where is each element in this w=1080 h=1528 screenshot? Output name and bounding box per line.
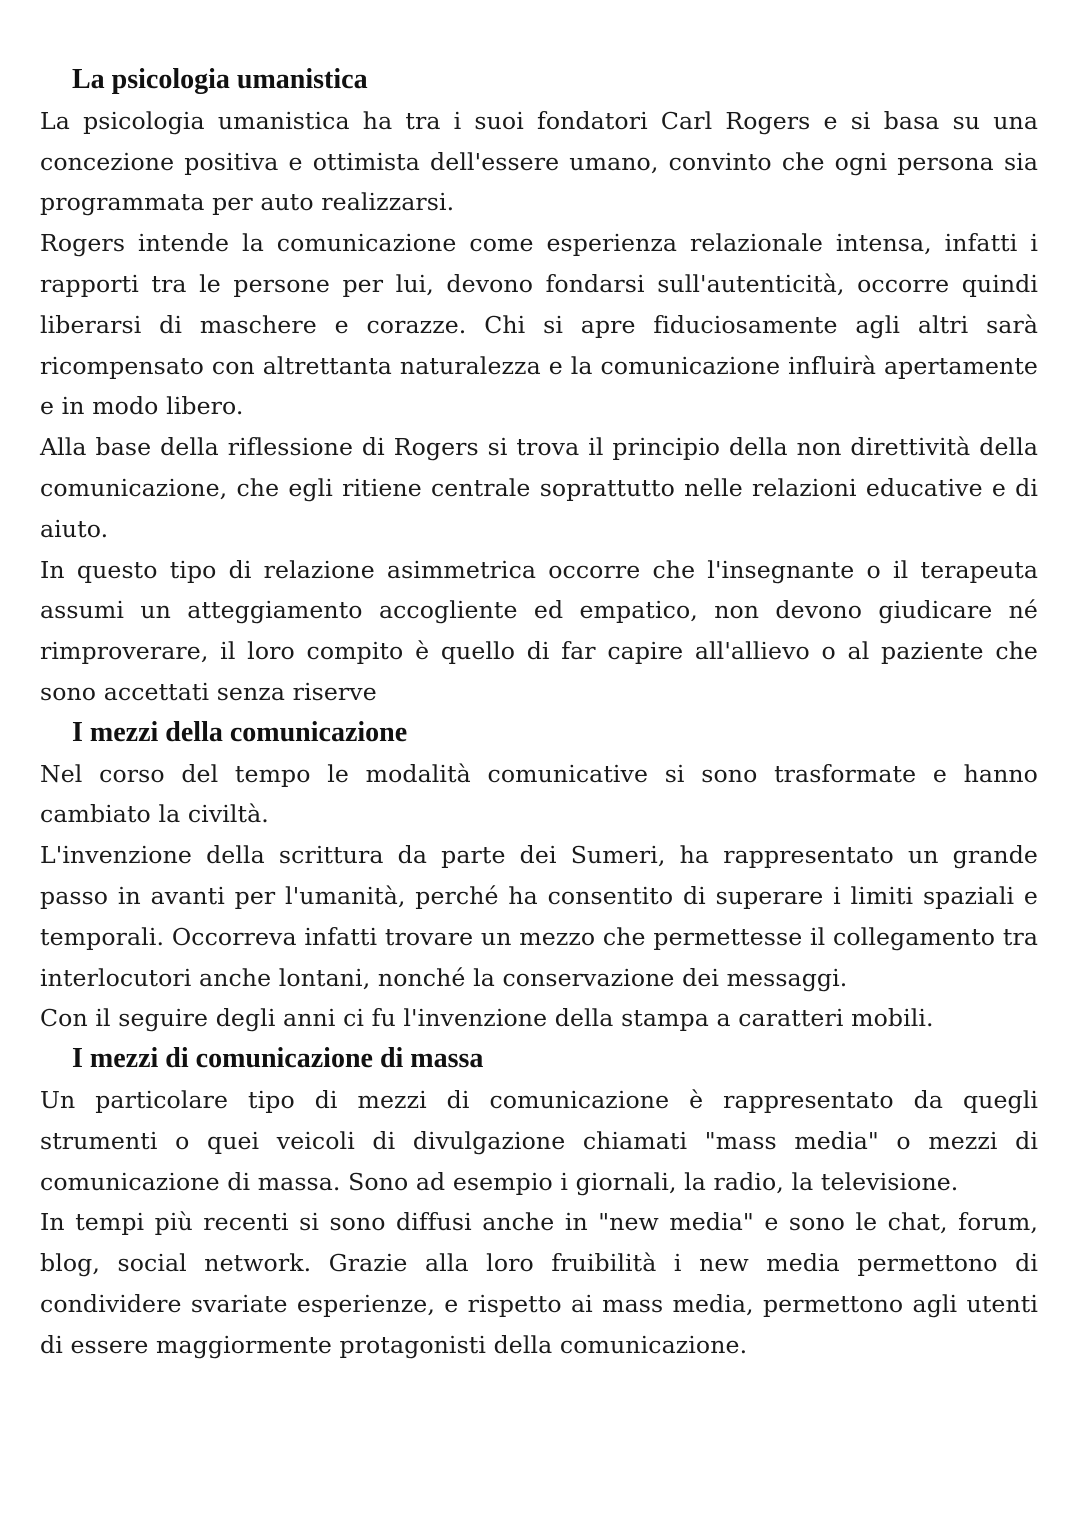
paragraph: L'invenzione della scrittura da parte dei Sumeri, ha rappresentato un grande passo in avanti per l'umanità, perché ha consentito di superare i limiti spaziali e temporali. Occorreva infatti trovare un mezzo che permettesse il collegamento tra interlocutori anche lontani, nonché la conservazione dei messaggi. (40, 841, 1038, 992)
paragraph: Nel corso del tempo le modalità comunicative si sono trasformate e hanno cambiato la civiltà. (40, 759, 1038, 829)
paragraph: Rogers intende la comunicazione come esperienza relazionale intensa, infatti i rapporti tra le persone per lui, devono fondarsi sull'autenticità, occorre quindi liberarsi di maschere e corazze. Chi si apre fiduciosamente agli altri sarà ricompensato con altrettanta naturalezza e la comunicazione influirà apertamente e in modo libero. (40, 229, 1038, 421)
section-heading: La psicologia umanistica (72, 64, 368, 95)
document-page (40, 60, 1038, 1366)
section-heading: I mezzi della comunicazione (72, 716, 408, 748)
paragraph: Con il seguire degli anni ci fu l'invenzione della stampa a caratteri mobili. (40, 1004, 934, 1033)
paragraph: In questo tipo di relazione asimmetrica occorre che l'insegnante o il terapeuta assumi un atteggiamento accogliente ed empatico, non devono giudicare né rimproverare, il loro compito è quello di far capire all'allievo o al paziente che sono accettati senza riserve (40, 555, 1038, 706)
paragraph: Alla base della riflessione di Rogers si trova il principio della non direttività della comunicazione, che egli ritiene centrale soprattutto nelle relazioni educative e di aiuto. (40, 433, 1038, 543)
section-heading: I mezzi di comunicazione di massa (72, 1043, 484, 1075)
paragraph: In tempi più recenti si sono diffusi anche in "new media" e sono le chat, forum, blog, social network. Grazie alla loro fruibilità i new media permettono di condividere svariate esperienze, e rispetto ai mass media, permettono agli utenti di essere maggiormente protagonisti della comunicazione. (40, 1208, 1038, 1359)
paragraph: Un particolare tipo di mezzi di comunicazione è rappresentato da quegli strumenti o quei veicoli di divulgazione chiamati "mass media" o mezzi di comunicazione di massa. Sono ad esempio i giornali, la radio, la televisione. (40, 1085, 1038, 1196)
paragraph: La psicologia umanistica ha tra i suoi fondatori Carl Rogers e si basa su una concezione positiva e ottimista dell'essere umano, convinto che ogni persona sia programmata per auto realizzarsi. (40, 106, 1038, 217)
